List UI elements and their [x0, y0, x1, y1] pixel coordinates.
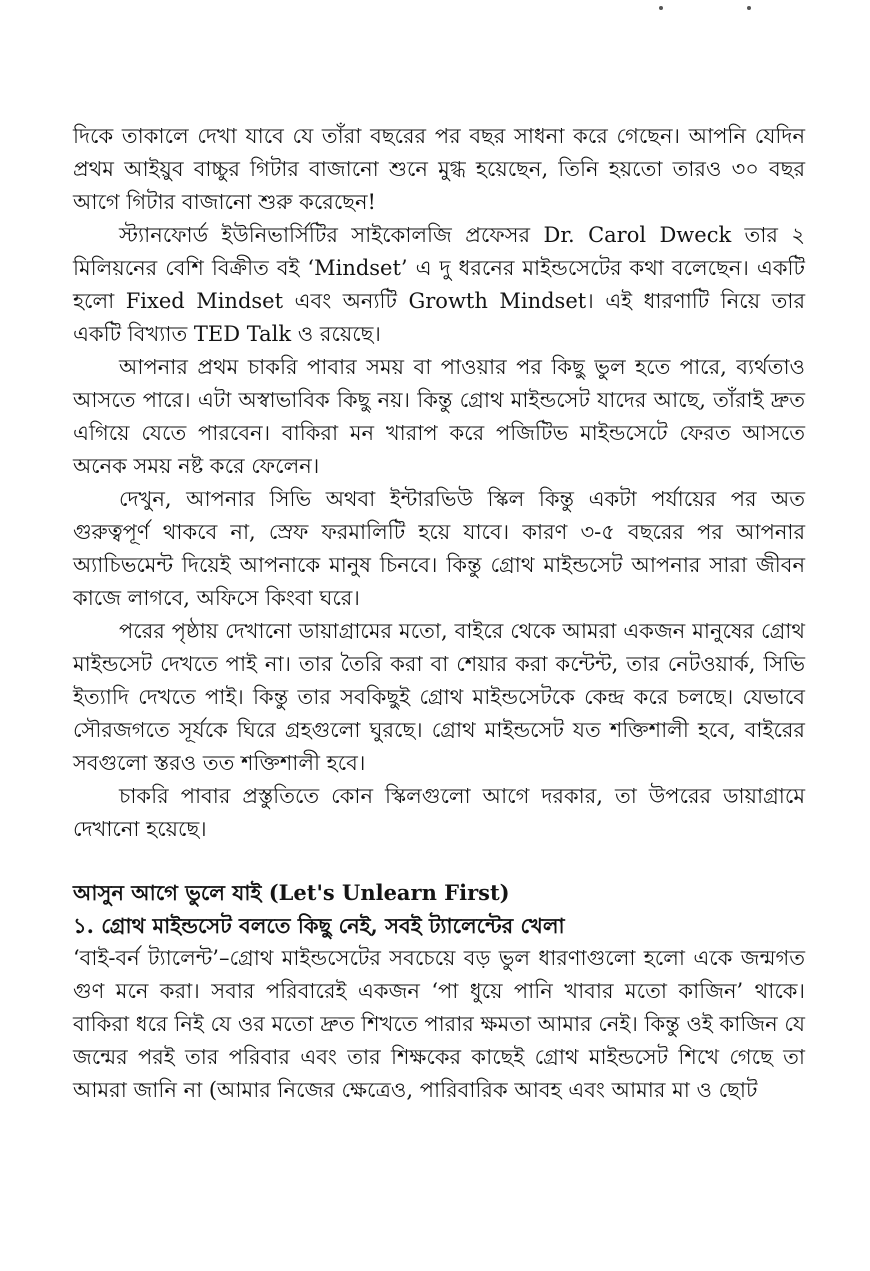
section-spacer	[73, 846, 805, 876]
book-page	[73, 120, 805, 1107]
sub-heading: ১. গ্রোথ মাইন্ডসেট বলতে কিছু নেই, সবই ট্যালেন্টের খেলা	[73, 913, 565, 938]
paragraph-continuation: দিকে তাকালে দেখা যাবে যে তাঁরা বছরের পর বছর সাধনা করে গেছেন। আপনি যেদিন প্রথম আইয়ুব বাচ্চুর গিটার বাজানো শুনে মুগ্ধ হয়েছেন, তিনি হয়তো তারও ৩০ বছর আগে গিটার বাজানো শুরু করেছেন!	[73, 124, 805, 214]
paragraph-first-job: আপনার প্রথম চাকরি পাবার সময় বা পাওয়ার পর কিছু ভুল হতে পারে, ব্যর্থতাও আসতে পারে। এটা অস্বাভাবিক কিছু নয়। কিন্তু গ্রোথ মাইন্ডসেট যাদের আছে, তাঁরাই দ্রুত এগিয়ে যেতে পারবেন। বাকিরা মন খারাপ করে পজিটিভ মাইন্ডসেটে ফেরত আসতে অনেক সময় নষ্ট করে ফেলেন।	[73, 355, 805, 478]
scan-dot-mark	[747, 6, 751, 10]
paragraph-cv-interview: দেখুন, আপনার সিভি অথবা ইন্টারভিউ স্কিল কিন্তু একটা পর্যায়ের পর অত গুরুত্বপূর্ণ থাকবে না, স্রেফ ফরমালিটি হয়ে যাবে। কারণ ৩-৫ বছরের পর আপনার অ্যাচিভমেন্ট দিয়েই আপনাকে মানুষ চিনবে। কিন্তু গ্রোথ মাইন্ডসেট আপনার সারা জীবন কাজে লাগবে, অফিসে কিংবা ঘরে।	[73, 487, 805, 610]
section-heading: আসুন আগে ভুলে যাই (Let's Unlearn First)	[73, 880, 510, 905]
paragraph-born-talent: ‘বাই-বর্ন ট্যালেন্ট’–গ্রোথ মাইন্ডসেটের সবচেয়ে বড় ভুল ধারণাগুলো হলো একে জন্মগত গুণ মনে করা। সবার পরিবারেই একজন ‘পা ধুয়ে পানি খাবার মতো কাজিন’ থাকে। বাকিরা ধরে নিই যে ওর মতো দ্রুত শিখতে পারার ক্ষমতা আমার নেই। কিন্তু ওই কাজিন যে জন্মের পরই তার পরিবার এবং তার শিক্ষকের কাছেই গ্রোথ মাইন্ডসেট শিখে গেছে তা আমরা জানি না (আমার নিজের ক্ষেত্রেও, পারিবারিক আবহ এবং আমার মা ও ছোট	[73, 946, 805, 1102]
paragraph-dweck-mindset: স্ট্যানফোর্ড ইউনিভার্সিটির সাইকোলজি প্রফেসর Dr. Carol Dweck তার ২ মিলিয়নের বেশি বিক্রীত বই ‘Mindset’ এ দু ধরনের মাইন্ডসেটের কথা বলেছেন। একটি হলো Fixed Mindset এবং অন্যটি Growth Mindset। এই ধারণাটি নিয়ে তার একটি বিখ্যাত TED Talk ও রয়েছে।	[73, 223, 805, 346]
paragraph-diagram-description: পরের পৃষ্ঠায় দেখানো ডায়াগ্রামের মতো, বাইরে থেকে আমরা একজন মানুষের গ্রোথ মাইন্ডসেট দেখতে পাই না। তার তৈরি করা বা শেয়ার করা কন্টেন্ট, তার নেটওয়ার্ক, সিভি ইত্যাদি দেখতে পাই। কিন্তু তার সবকিছুই গ্রোথ মাইন্ডসেটকে কেন্দ্র করে চলছে। যেভাবে সৌরজগতে সূর্যকে ঘিরে গ্রহগুলো ঘুরছে। গ্রোথ মাইন্ডসেট যত শক্তিশালী হবে, বাইরের সবগুলো স্তরও তত শক্তিশালী হবে।	[73, 619, 805, 775]
paragraph-skills-diagram: চাকরি পাবার প্রস্তুতিতে কোন স্কিলগুলো আগে দরকার, তা উপরের ডায়াগ্রামে দেখানো হয়েছে।	[73, 784, 805, 841]
scan-dot-mark	[659, 6, 663, 10]
